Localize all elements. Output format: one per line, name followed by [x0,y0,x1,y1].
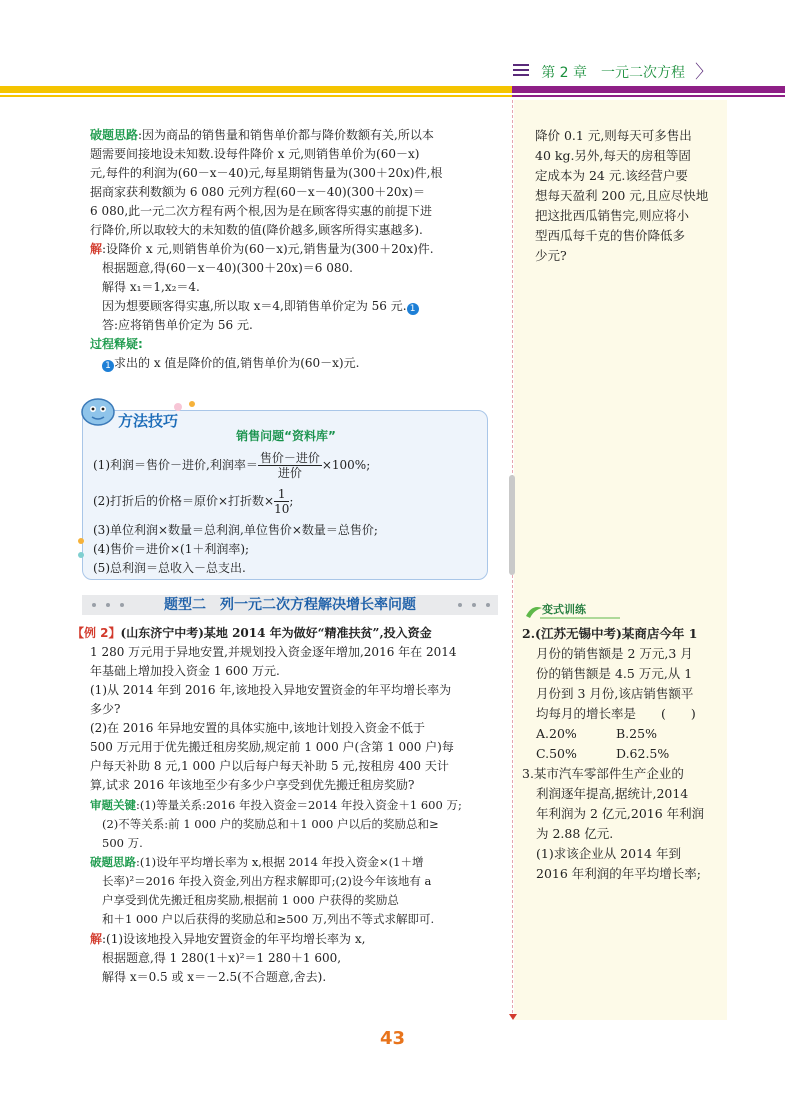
solution-hint-2: 破题思路:(1)设年平均增长率为 x,根据 2014 年投入资金×(1＋增 长率)²＝2016 年投入资金,列出方程求解即可;(2)设今年该地有 a 户享受到优先搬迁租房奖励,根据前 1 000 户获得的奖励总 和＋1 000 户以后获得的奖励总和≥500 万,列出不等式求解即可. [90,855,435,926]
method-tip-title: 方法技巧 [118,412,179,430]
section-heading: 题型二 列一元二次方程解决增长率问题 [82,595,498,615]
mascot-icon [78,392,122,428]
option-a[interactable]: A.20% [536,726,577,741]
chapter-title: 第 2 章 一元二次方程 [541,65,685,81]
circle-number-icon: 1 [102,360,114,372]
arrow-down-icon [508,1012,518,1022]
scrollbar-thumb[interactable] [509,475,515,575]
header-line-purple [512,95,785,97]
decor-dots-icon [170,395,210,415]
header-bar-yellow [0,86,512,93]
method-tip-box: 销售问题“资料库” (1)利润＝售价－进价,利润率＝ $\frac{\text{售价－进价}}{\text{进价}}$ ×100%; (2)打折后的价格＝原价×打折数× $\frac{1}{10}$ ; (3)单位利润×数量＝总利润,单位售价×数量＝总售价; (4)售价＝进价×(1＋利润率); (5)总利润＝总收入－总支出. [82,410,488,580]
decor-dots-left-icon [76,535,86,585]
circle-number-icon: 1 [407,303,419,315]
tip-line-4: (4)售价＝进价×(1＋利润率); [93,542,250,556]
header-line-yellow [0,95,512,97]
option-d[interactable]: D.62.5% [616,746,670,761]
option-c[interactable]: C.50% [536,746,577,761]
tip-line-3: (3)单位利润×数量＝总利润,单位售价×数量＝总售价; [93,523,378,537]
example-2: 【例 2】(山东济宁中考)某地 2014 年为做好“精准扶贫”,投入资金 1 280 万元用于异地安置,并规划投入资金逐年增加,2016 年在 2014 年基础上增加投入资金 1 600 万元. (1)从 2014 年到 2016 年,该地投入异地安置资金的年平均增长率为 多少? (2)在 2016 年异地安置的具体实施中,该地计划投入资金不低于 500 万元用于优先搬迁租房奖励,规定前 1 000 户(含第 1 000 户)每 户每天补助 8 元,1 000 户以后每户每天补助 5 元,按租房 400 天计 算,试求 2016 年该地至少有多少户享受到优先搬迁租房奖励? [72,626,457,792]
right-problem-text: 降价 0.1 元,则每天可多售出 40 kg.另外,每天的房租等固 定成本为 24 元.该经营户要 想每天盈利 200 元,且应尽快地 把这批西瓜销售完,则应将小 型西瓜每千克的售价降低多 少元? [535,128,709,263]
page-number: 43 [379,1028,406,1049]
list-icon [513,64,529,76]
header-bar-purple [512,86,785,93]
tip-line-5: (5)总利润＝总收入－总支出. [93,561,246,575]
tip-line-1: (1)利润＝售价－进价,利润率＝ $\frac{\text{售价－进价}}{\text{进价}}$ ×100%; [93,451,371,480]
key-points: 审题关键:(1)等量关系:2016 年投入资金＝2014 年投入资金＋1 600 万; (2)不等关系:前 1 000 户的奖励总和＋1 000 户以后的奖励总和≥ 500 万. [90,798,462,850]
solution-2: 解:(1)设该地投入异地安置资金的年平均增长率为 x, 根据题意,得 1 280(1＋x)²＝1 280＋1 600, 解得 x＝0.5 或 x＝－2.5(不合题意,舍去). [90,932,366,984]
chevron-right-icon[interactable]: 〉 [695,62,713,83]
variant-training-label: 变式训练 [542,603,586,616]
solution-1: 解:设降价 x 元,则销售单价为(60－x)元,销售量为(300＋20x)件. 根据题意,得(60－x－40)(300＋20x)＝6 080. 解得 x₁＝1,x₂＝4. 因为想要顾客得实惠,所以取 x＝4,即销售单价定为 56 元. 1 答:应将销售单价定为 56 元. 过程释疑: 1 求出的 x 值是降价的值,销售单价为(60－x)元. [90,242,434,371]
solution-hint-1: 破题思路:因为商品的销售量和销售单价都与降价数额有关,所以本 题需要间接地设未知数.设每件降价 x 元,则销售单价为(60－x) 元,每件的利润为(60－x－40)元,每星期销售量为(300＋20x)件,根 据商家获利数额为 6 080 元列方程(60－x－40)(300＋20x)＝ 6 080,此一元二次方程有两个根,因为是在顾客得实惠的前提下进 行降价,所以取较大的未知数的值(降价越多,顾客所得实惠越多). [90,128,443,237]
option-b[interactable]: B.25% [616,726,657,741]
question-3: 3.某市汽车零部件生产企业的 利润逐年提高,据统计,2014 年利润为 2 亿元,2016 年利润 为 2.88 亿元. (1)求该企业从 2014 年到 2016 年利润的年平均增长率; [522,766,705,881]
tip-line-2: (2)打折后的价格＝原价×打折数× $\frac{1}{10}$ ; [93,487,294,516]
page-header [0,0,785,100]
question-2: 2.(江苏无锡中考)某商店今年 1 月份的销售额是 2 万元,3 月 份的销售额是 4.5 万元,从 1 月份到 3 月份,该店销售额平 均每月的增长率是 ( ) A.20% B.25% C.50% D.62.5% [522,624,697,764]
